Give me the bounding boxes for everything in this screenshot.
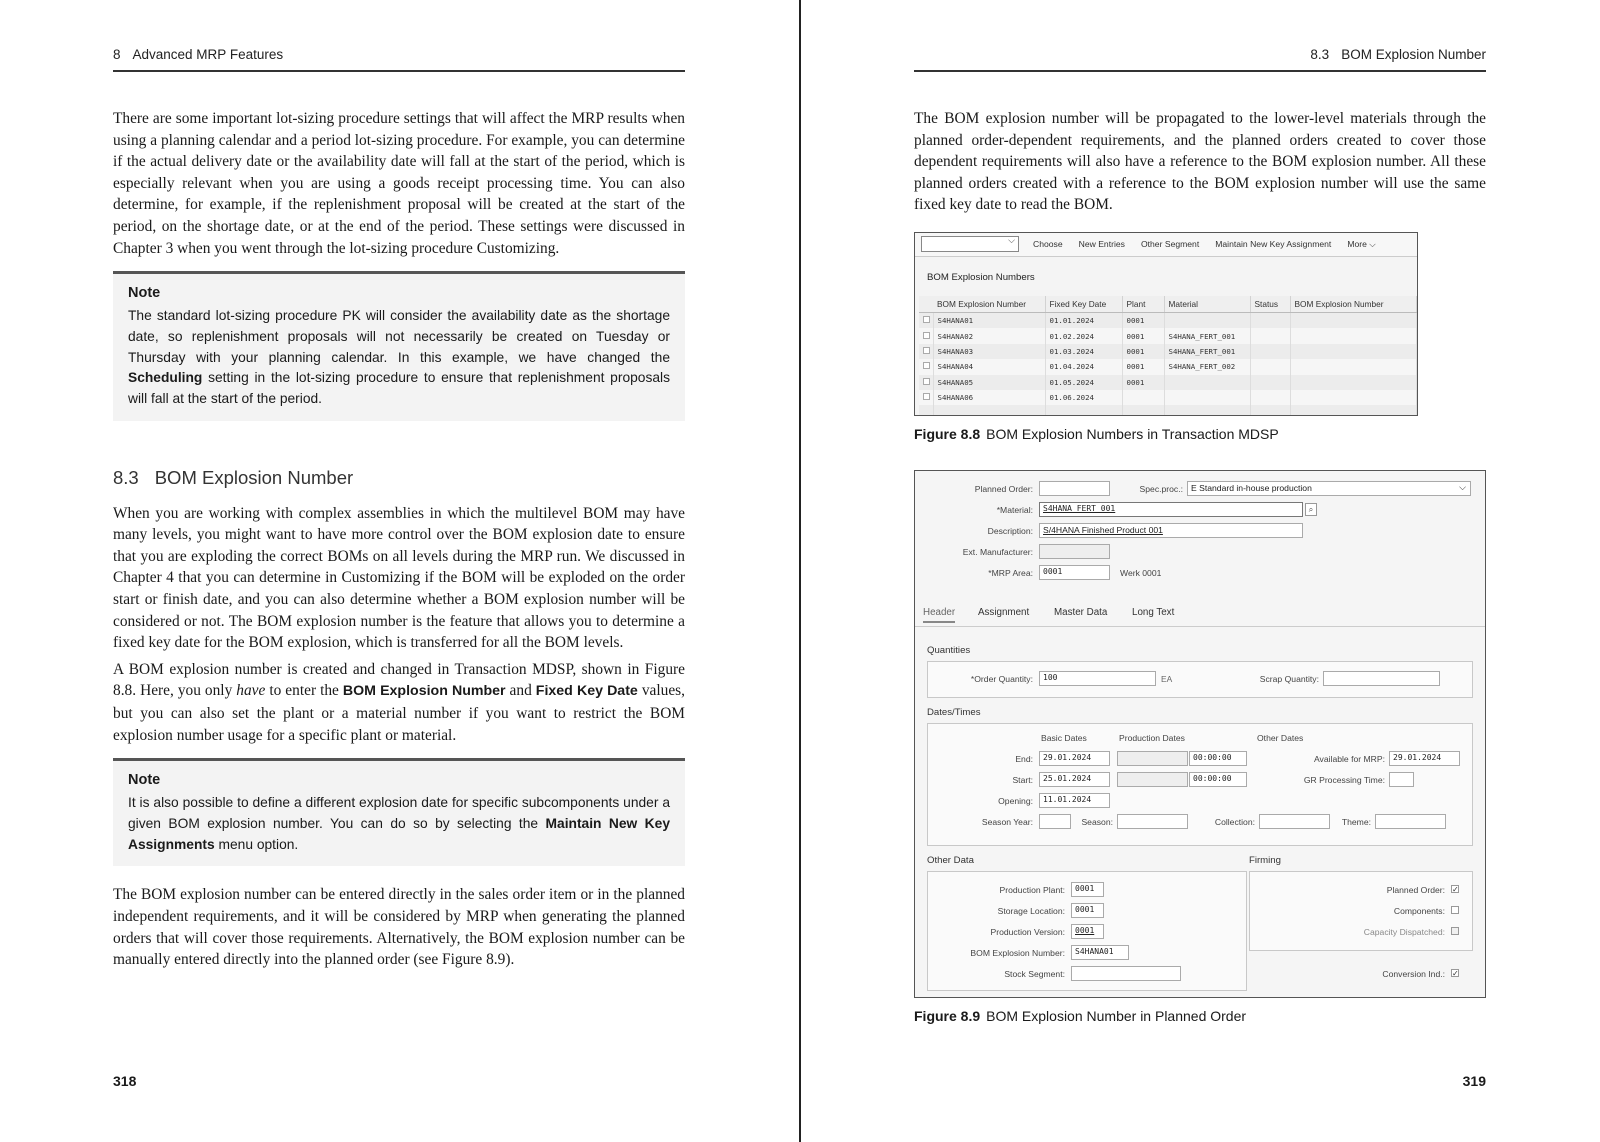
row-select-checkbox[interactable] (919, 375, 933, 390)
conversion-ind-checkbox[interactable]: ✓ (1452, 968, 1459, 978)
section-number: 8.3 (113, 466, 139, 488)
paragraph: There are some important lot-sizing procedure settings that will affect the MRP results when using a planning calendar and a period lot-sizing procedure. For example, you can determine if the actual delivery date or the availability date will fall at the start of the period, which is especially relevant when you are using a goods receipt processing time. You can also determine, for example, if the replenishment proposal will be created at the start of the period, on the shortage date, or at the end of the period. These settings were discussed in Chapter 3 when you went through the lot-sizing procedure Customizing. (113, 110, 685, 257)
note-text (128, 306, 670, 410)
text-part: values, but you can also set the plant or a material number if you want to restrict the BOM explosion number usage for a specific plant or material. (113, 682, 685, 744)
bom-explosion-number-field[interactable]: S4HANA01 (1071, 945, 1129, 960)
row-select-checkbox[interactable] (919, 344, 933, 359)
chapter-title: Advanced MRP Features (132, 47, 284, 62)
note-bold-term: Scheduling (128, 370, 203, 386)
row-select-checkbox[interactable] (919, 328, 933, 343)
production-dates-heading: Production Dates (1119, 732, 1185, 743)
capacity-dispatched-label: Capacity Dispatched: (1363, 926, 1445, 937)
basic-dates-heading: Basic Dates (1041, 732, 1087, 743)
spec-proc-label: Spec.proc.: (1139, 483, 1183, 494)
row-select-checkbox[interactable] (919, 390, 933, 405)
components-checkbox[interactable] (1451, 906, 1459, 914)
table-row[interactable] (919, 375, 1417, 390)
note-text-part: menu option. (214, 836, 299, 852)
note-title: Note (128, 772, 161, 789)
section-number: 8.3 (1310, 47, 1330, 62)
note-bold-term: Maintain New Key Assignments (128, 815, 670, 852)
figure-caption (914, 1008, 1486, 1024)
section-title: BOM Explosion Number (1341, 47, 1486, 62)
table-cell (1250, 328, 1290, 343)
empty-cell (1122, 405, 1164, 416)
note-text (128, 793, 670, 855)
figure-caption (914, 426, 1486, 442)
note-text-part: setting in the lot-sizing procedure to ensure that replenishment proposals will fall at the start of the period. (128, 370, 670, 406)
stock-segment-label: Stock Segment: (1004, 968, 1065, 979)
description-field[interactable]: S/4HANA Finished Product 001 (1039, 523, 1303, 538)
bold-term: Fixed Key Date (535, 683, 638, 700)
firming-title: Firming (1249, 854, 1281, 866)
more-label: More (1347, 238, 1367, 249)
column-header[interactable]: Plant (1122, 296, 1164, 313)
section-title: BOM Explosion Number (154, 466, 354, 488)
table-cell (1250, 344, 1290, 359)
end-production-date-field[interactable] (1117, 751, 1188, 766)
order-quantity-field[interactable]: 100 (1039, 671, 1156, 686)
mrp-area-text: Werk 0001 (1120, 567, 1162, 578)
table-cell (1250, 390, 1290, 405)
note-title: Note (128, 285, 161, 302)
italic-term: have (236, 682, 266, 700)
tab-assignment[interactable]: Assignment (978, 606, 1030, 618)
text-part: and (505, 682, 536, 700)
end-date-field[interactable]: 29.01.2024 (1039, 751, 1110, 766)
right-page (800, 0, 1600, 1142)
table-cell: 01.04.2024 (1045, 359, 1122, 374)
figure-planned-order (914, 470, 1486, 998)
choose-button[interactable]: Choose (1033, 239, 1063, 250)
season-year-label: Season Year: (981, 816, 1033, 827)
table-cell: S4HANA02 (933, 328, 1045, 343)
select-column (919, 296, 933, 313)
table-cell (1164, 313, 1250, 328)
paragraph: The BOM explosion number will be propagated to the lower-level materials through the planned order-dependent requirements, and the planned orders created to cover those dependent requirements will also have a reference to the BOM explosion number. All these planned orders created with a reference to the BOM explosion number will use the same fixed key date to read the BOM. (914, 110, 1486, 214)
paragraph (113, 659, 685, 746)
header-rule (914, 70, 1486, 72)
variant-select[interactable] (921, 236, 1019, 252)
gr-processing-time-field[interactable] (1389, 772, 1414, 787)
stock-segment-field[interactable] (1071, 966, 1181, 981)
production-plant-field[interactable]: 0001 (1071, 882, 1104, 897)
left-content (113, 108, 685, 976)
more-menu-button[interactable] (1347, 239, 1376, 250)
end-date-label: End: (1015, 753, 1033, 764)
table-row[interactable] (919, 313, 1417, 328)
page-number: 319 (1462, 1073, 1486, 1089)
start-production-date-field[interactable] (1117, 772, 1188, 787)
empty-cell (1290, 405, 1417, 416)
table-cell: S4HANA04 (933, 359, 1045, 374)
column-header[interactable]: Status (1250, 296, 1290, 313)
text-part: to enter the (265, 682, 343, 700)
opening-date-field[interactable]: 11.01.2024 (1039, 793, 1110, 808)
table-row[interactable] (919, 390, 1417, 405)
table-cell (1290, 375, 1417, 390)
running-head-right (1310, 47, 1486, 62)
table-cell (1290, 359, 1417, 374)
table-cell: 01.03.2024 (1045, 344, 1122, 359)
season-year-field[interactable] (1039, 814, 1071, 829)
chevron-down-icon: ⌵ (1459, 481, 1466, 492)
tab-master-data[interactable]: Master Data (1054, 606, 1108, 618)
spec-proc-value: E Standard in-house production (1191, 482, 1312, 493)
other-segment-button[interactable]: Other Segment (1140, 239, 1200, 250)
figure-caption-text: BOM Explosion Numbers in Transaction MDSP (986, 425, 1279, 442)
season-label: Season: (1081, 816, 1113, 827)
new-entries-button[interactable]: New Entries (1078, 239, 1125, 250)
empty-cell (933, 405, 1045, 416)
note-text-part: It is also possible to define a different explosion date for specific subcomponents under a given BOM explosion number. You can do so by selecting the (128, 795, 670, 831)
table-cell (1290, 313, 1417, 328)
start-time-field[interactable]: 00:00:00 (1189, 772, 1247, 787)
empty-cell (1250, 405, 1290, 416)
table-cell: 0001 (1122, 328, 1164, 343)
theme-label: Theme: (1341, 816, 1371, 827)
tab-bar (915, 597, 1486, 627)
season-field[interactable] (1117, 814, 1188, 829)
note-box (113, 271, 685, 421)
table-cell (1250, 375, 1290, 390)
start-date-field[interactable]: 25.01.2024 (1039, 772, 1110, 787)
order-quantity-unit: EA (1161, 673, 1173, 684)
conversion-ind-label: Conversion Ind.: (1382, 968, 1445, 979)
paragraph: The BOM explosion number can be entered directly in the sales order item or in the planned independent requirements, and it will be considered by MRP when generating the planned orders that will cover those requirements. Alternatively, the BOM explosion number can be manually entered directly into the planned order (see Figure 8.9). (113, 886, 685, 969)
gr-processing-time-label: GR Processing Time: (1303, 774, 1385, 785)
table-cell: S4HANA01 (933, 313, 1045, 328)
order-quantity-label: *Order Quantity: (970, 673, 1033, 684)
empty-table-row (919, 405, 1417, 416)
production-plant-label: Production Plant: (999, 884, 1065, 895)
firm-planned-order-label: Planned Order: (1386, 884, 1445, 895)
toolbar (915, 233, 1417, 257)
available-mrp-field[interactable]: 29.01.2024 (1389, 751, 1460, 766)
end-time-field[interactable]: 00:00:00 (1189, 751, 1247, 766)
row-select-checkbox[interactable] (919, 313, 933, 328)
table-cell (1164, 375, 1250, 390)
bom-explosion-number-label: BOM Explosion Number: (970, 947, 1065, 958)
empty-cell (1164, 405, 1250, 416)
collection-field[interactable] (1259, 814, 1330, 829)
figure-bom-explosion-numbers (914, 232, 1418, 416)
table-cell (1290, 390, 1417, 405)
ext-manufacturer-label: Ext. Manufacturer: (962, 546, 1033, 557)
mrp-area-field[interactable]: 0001 (1039, 565, 1110, 580)
storage-location-field[interactable]: 0001 (1071, 903, 1104, 918)
bom-explosion-table (919, 296, 1417, 416)
planned-order-field[interactable] (1039, 481, 1110, 496)
chapter-number: 8 (113, 47, 121, 62)
start-date-label: Start: (1012, 774, 1033, 785)
table-cell: 0001 (1122, 359, 1164, 374)
ext-manufacturer-field[interactable] (1039, 544, 1110, 559)
table-cell: S4HANA_FERT_002 (1164, 359, 1250, 374)
production-version-field[interactable]: 0001 (1071, 924, 1104, 939)
table-cell (1122, 390, 1164, 405)
table-cell: S4HANA_FERT_001 (1164, 328, 1250, 343)
table-cell: 0001 (1122, 375, 1164, 390)
maintain-key-assignment-button[interactable]: Maintain New Key Assignment (1215, 239, 1332, 250)
capacity-dispatched-checkbox[interactable] (1451, 927, 1459, 935)
material-label: *Material: (996, 504, 1033, 515)
column-header[interactable]: BOM Explosion Number (1290, 296, 1417, 313)
right-content (914, 108, 1486, 1024)
header-rule (113, 70, 685, 72)
theme-field[interactable] (1375, 814, 1446, 829)
table-cell (1250, 313, 1290, 328)
spec-proc-select[interactable] (1187, 481, 1471, 496)
value-help-icon[interactable]: ⌕ (1305, 503, 1317, 516)
tab-header[interactable]: Header (923, 607, 955, 623)
table-cell: 0001 (1122, 344, 1164, 359)
figure-caption-text: BOM Explosion Number in Planned Order (986, 1007, 1247, 1024)
storage-location-label: Storage Location: (997, 905, 1065, 916)
column-header[interactable]: BOM Explosion Number (933, 296, 1045, 313)
description-label: Description: (987, 525, 1033, 536)
other-dates-heading: Other Dates (1257, 732, 1304, 743)
figure-number: Figure 8.9 (914, 1007, 981, 1024)
table-cell: S4HANA06 (933, 390, 1045, 405)
scrap-quantity-field[interactable] (1323, 671, 1440, 686)
table-header-row (919, 296, 1417, 313)
table-cell (1290, 328, 1417, 343)
column-header[interactable]: Fixed Key Date (1045, 296, 1122, 313)
empty-cell (1045, 405, 1122, 416)
table-cell: 01.01.2024 (1045, 313, 1122, 328)
note-text-part: The standard lot-sizing procedure PK will consider the availability date as the shortage date, so replenishment proposals will not necessarily be created on Tuesday or Thursday with your planning calendar. In this example, we have changed the (128, 308, 670, 365)
table-cell (1164, 390, 1250, 405)
planned-order-label: Planned Order: (974, 483, 1033, 494)
empty-cell (919, 405, 933, 416)
components-label: Components: (1393, 905, 1445, 916)
table-cell: S4HANA_FERT_001 (1164, 344, 1250, 359)
table-cell: 0001 (1122, 313, 1164, 328)
figure-number: Figure 8.8 (914, 425, 981, 442)
row-select-checkbox[interactable] (919, 359, 933, 374)
column-header[interactable]: Material (1164, 296, 1250, 313)
opening-date-label: Opening: (998, 795, 1033, 806)
chevron-down-icon: ⌵ (1369, 238, 1376, 249)
table-cell: 01.06.2024 (1045, 390, 1122, 405)
available-mrp-label: Available for MRP: (1313, 753, 1385, 764)
bold-term: BOM Explosion Number (342, 683, 506, 700)
paragraph: When you are working with complex assemblies in which the multilevel BOM may have many levels, you might want to have more control over the BOM explosion date to ensure that you are exploding the correct BOMs on all levels during the MRP run. We discussed in Chapter 4 that you can determine in Customizing if the BOM will be exploded on the order start or finish date, and you can also determine whether a BOM explosion number will be considered or not. The BOM explosion number is the feature that allows you to determine a fixed key date for the BOM explosion, which is transferred for all the BOM levels. (113, 504, 685, 652)
collection-label: Collection: (1214, 816, 1255, 827)
tab-long-text[interactable]: Long Text (1132, 606, 1175, 618)
table-cell: S4HANA03 (933, 344, 1045, 359)
material-field[interactable]: S4HANA_FERT_001 (1039, 502, 1303, 517)
table-row[interactable] (919, 344, 1417, 359)
table-row[interactable] (919, 359, 1417, 374)
other-data-title: Other Data (927, 854, 974, 866)
text-part: A BOM explosion number is created and changed in Transaction MDSP, shown in Figure 8.8. Here, you only (113, 660, 685, 700)
table-cell: 01.05.2024 (1045, 375, 1122, 390)
dates-times-title: Dates/Times (927, 706, 981, 718)
running-head-left (113, 47, 283, 62)
note-box (113, 758, 685, 866)
table-cell: 01.02.2024 (1045, 328, 1122, 343)
table-title: BOM Explosion Numbers (927, 271, 1035, 283)
scrap-quantity-label: Scrap Quantity: (1259, 673, 1319, 684)
table-cell (1250, 359, 1290, 374)
mrp-area-label: *MRP Area: (988, 567, 1033, 578)
section-heading (113, 467, 685, 489)
quantities-title: Quantities (927, 644, 971, 656)
production-version-label: Production Version: (990, 926, 1065, 937)
page-number: 318 (113, 1073, 137, 1089)
table-cell: S4HANA05 (933, 375, 1045, 390)
firm-planned-order-checkbox[interactable]: ✓ (1452, 884, 1459, 894)
table-cell (1290, 344, 1417, 359)
table-row[interactable] (919, 328, 1417, 343)
